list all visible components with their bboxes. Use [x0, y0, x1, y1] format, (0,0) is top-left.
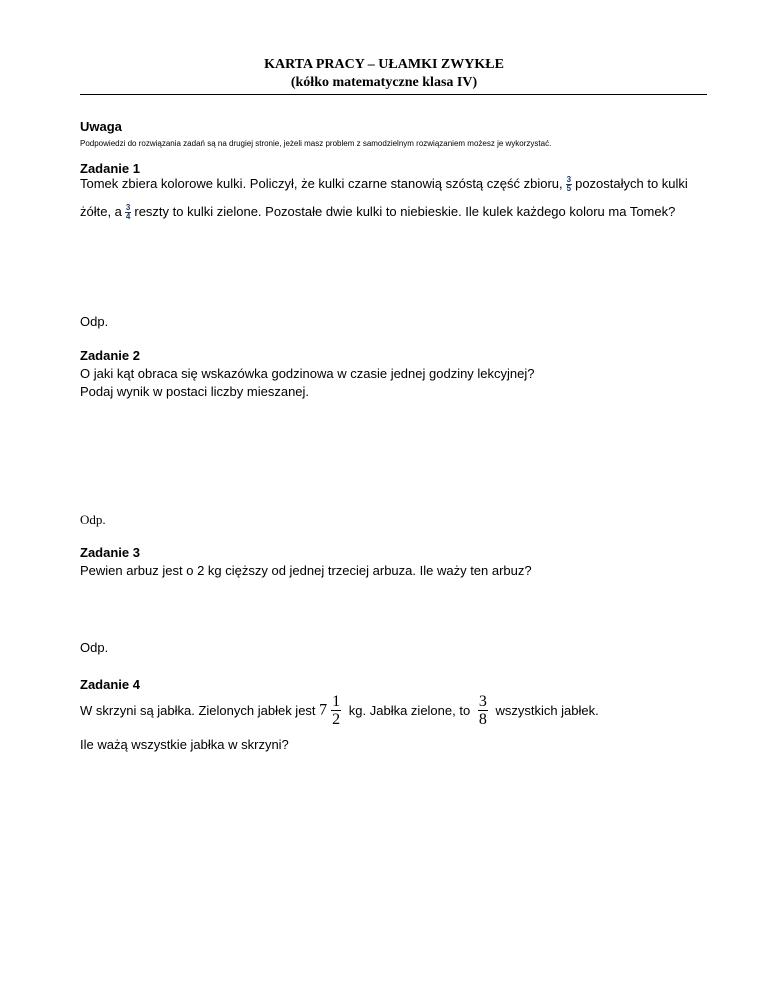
- task2-line1: O jaki kąt obraca się wskazówka godzinowa w czasie jednej godziny lekcyjnej?: [80, 366, 535, 381]
- task4-line1-text-a: W skrzyni są jabłka. Zielonych jabłek jest: [80, 703, 316, 718]
- task1-line1: [80, 176, 688, 193]
- task1-answer-label: Odp.: [80, 314, 109, 329]
- fraction-denominator: 2: [332, 711, 341, 728]
- task4-line1: [80, 693, 599, 728]
- task1-line2: [80, 204, 675, 221]
- mixed-number-fraction: [331, 693, 341, 728]
- task2-line2: Podaj wynik w postaci liczby mieszanej.: [80, 384, 310, 399]
- fraction-three-fifths: [566, 176, 572, 193]
- task4-line1-text-b: kg. Jabłka zielone, to: [348, 703, 471, 718]
- mixed-number-whole: 7: [319, 701, 328, 719]
- fraction-numerator: 3: [566, 175, 572, 185]
- task2-heading: Zadanie 2: [80, 348, 140, 363]
- task1-line1-text-a: Tomek zbiera kolorowe kulki. Policzył, że kulki czarne stanowią szóstą część zbioru,: [80, 176, 563, 191]
- worksheet-title: KARTA PRACY – UŁAMKI ZWYKŁE: [264, 57, 504, 72]
- task1-line1-text-b: pozostałych to kulki: [575, 176, 688, 191]
- fraction-three-eighths: [478, 693, 488, 728]
- task2-answer-label: Odp.: [80, 512, 106, 527]
- task3-line1: Pewien arbuz jest o 2 kg cięższy od jednej trzeciej arbuza. Ile waży ten arbuz?: [80, 563, 532, 578]
- task4-heading: Zadanie 4: [80, 677, 140, 692]
- header-divider: [80, 94, 707, 95]
- task4-line2: Ile ważą wszystkie jabłka w skrzyni?: [80, 737, 289, 752]
- fraction-numerator: 3: [478, 693, 487, 710]
- fraction-numerator: 1: [332, 693, 341, 710]
- task1-heading: Zadanie 1: [80, 161, 140, 176]
- task3-heading: Zadanie 3: [80, 545, 140, 560]
- fraction-three-quarters: [125, 204, 131, 221]
- fraction-denominator: 8: [478, 711, 487, 728]
- task4-line1-text-c: wszystkich jabłek.: [495, 703, 599, 718]
- task1-line2-text-a: żółte, a: [80, 204, 122, 219]
- note-text: Podpowiedzi do rozwiązania zadań są na drugiej stronie, jeżeli masz problem z samodzielnym rozwiązaniem możesz je wykorzystać.: [80, 139, 552, 148]
- task3-answer-label: Odp.: [80, 640, 109, 655]
- fraction-denominator: 4: [125, 212, 131, 222]
- note-heading: Uwaga: [80, 119, 122, 134]
- fraction-numerator: 3: [125, 203, 131, 213]
- worksheet-subtitle: (kółko matematyczne klasa IV): [290, 75, 478, 90]
- task1-line2-text-b: reszty to kulki zielone. Pozostałe dwie kulki to niebieskie. Ile kulek każdego koloru ma Tomek?: [134, 204, 676, 219]
- fraction-denominator: 5: [566, 184, 572, 194]
